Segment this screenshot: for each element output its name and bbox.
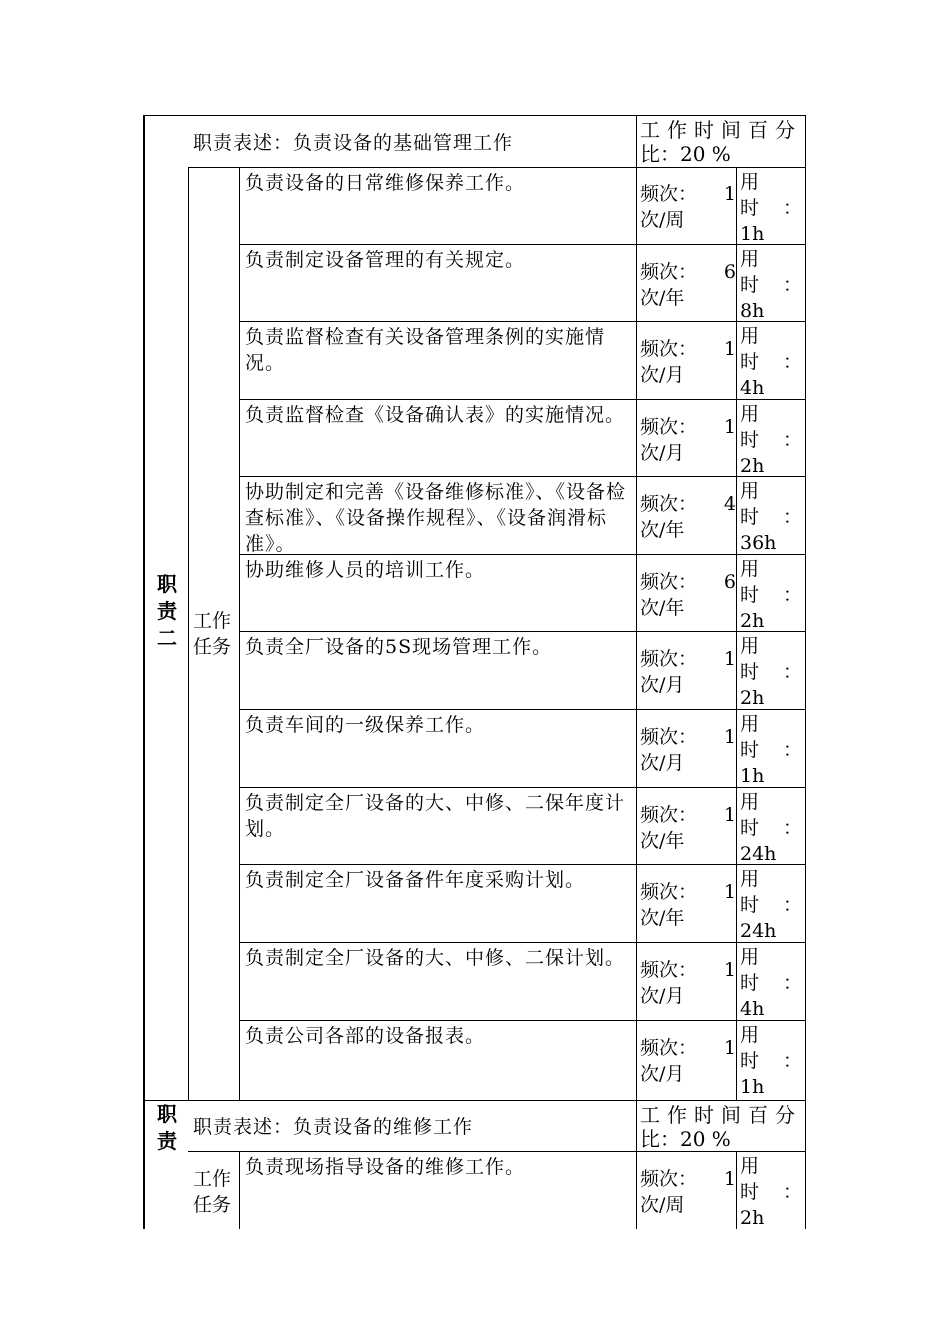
freq-num: 1: [723, 881, 736, 903]
task-text: 协助维修人员的培训工作。: [245, 559, 486, 581]
section2-percent: [640, 118, 805, 166]
freq-prefix: 频次：: [640, 881, 698, 903]
dur-label: 用: [740, 713, 760, 735]
freq-num: 1: [723, 338, 736, 360]
section3-desc: 职责表述：负责设备的维修工作: [193, 1116, 474, 1138]
dur-colon: ：: [782, 584, 802, 606]
task-frequency: [640, 879, 736, 931]
dur-value: 8h: [740, 300, 765, 322]
dur-label: 时: [740, 351, 760, 373]
task-col-left: [239, 1151, 240, 1229]
freq-prefix: 频次：: [640, 261, 698, 283]
section3-label: [154, 1101, 180, 1155]
task-text: 负责制定全厂设备备件年度采购计划。: [245, 869, 586, 891]
dur-value: 24h: [740, 920, 777, 942]
freq-unit: 次/月: [640, 364, 685, 386]
task-duration: [740, 169, 802, 247]
row-sep: [239, 787, 806, 788]
dur-label: 时: [740, 972, 760, 994]
dur-value: 2h: [740, 455, 765, 477]
section2-group-label: [193, 608, 231, 660]
row-sep: [239, 321, 806, 322]
dur-colon: ：: [782, 972, 802, 994]
task-text: 负责制定全厂设备的大、中修、二保年度计划。: [245, 792, 626, 840]
dur-value: 36h: [740, 532, 777, 554]
dur-label: 用: [740, 868, 760, 890]
task-frequency: [640, 724, 736, 776]
section2-label: [154, 571, 180, 652]
freq-prefix: 频次：: [640, 959, 698, 981]
dur-label: 用: [740, 1024, 760, 1046]
section3-group-label: [193, 1166, 231, 1218]
freq-num: 1: [723, 959, 736, 981]
freq-unit: 次/周: [640, 209, 685, 231]
dur-label: 时: [740, 429, 760, 451]
freq-num: 6: [723, 571, 736, 593]
group-label-line: 工作: [193, 610, 232, 632]
dur-value: 2h: [740, 1207, 765, 1229]
desc-row-bottom: [188, 1151, 806, 1152]
freq-num: 1: [723, 416, 736, 438]
task-frequency: [640, 259, 736, 311]
task-text: 负责设备的日常维修保养工作。: [245, 172, 526, 194]
task-text: 负责监督检查有关设备管理条例的实施情况。: [245, 326, 606, 374]
dur-value: 4h: [740, 998, 765, 1020]
task-duration: [740, 246, 802, 324]
dur-colon: ：: [782, 429, 802, 451]
freq-unit: 次/年: [640, 830, 685, 852]
row-sep: [239, 942, 806, 943]
task-duration: [740, 1153, 802, 1231]
dur-value: 1h: [740, 1076, 765, 1098]
dur-label: 时: [740, 894, 760, 916]
row-sep: [239, 244, 806, 245]
dur-label: 用: [740, 791, 760, 813]
dur-value: 1h: [740, 223, 765, 245]
dur-colon: ：: [782, 1181, 802, 1203]
freq-num: 6: [723, 261, 736, 283]
dur-label: 时: [740, 584, 760, 606]
section2-desc: 职责表述：负责设备的基础管理工作: [193, 132, 514, 154]
freq-prefix: 频次：: [640, 1168, 698, 1190]
dur-colon: ：: [782, 817, 802, 839]
freq-num: 1: [723, 648, 736, 670]
label-char: 职: [157, 572, 177, 596]
dur-label: 时: [740, 817, 760, 839]
task-frequency: [640, 957, 736, 1009]
task-text: 负责制定设备管理的有关规定。: [245, 249, 526, 271]
task-duration: [740, 711, 802, 789]
task-duration: [740, 478, 802, 556]
dur-label: 用: [740, 248, 760, 270]
task-frequency: [640, 336, 736, 388]
task-frequency: [640, 414, 736, 466]
task-duration: [740, 633, 802, 711]
dur-label: 用: [740, 480, 760, 502]
task-frequency: [640, 491, 736, 543]
freq-prefix: 频次：: [640, 726, 698, 748]
task-frequency: [640, 1035, 736, 1087]
dur-colon: ：: [782, 197, 802, 219]
freq-num: 4: [723, 493, 736, 515]
freq-prefix: 频次：: [640, 493, 698, 515]
task-text: 负责监督检查《设备确认表》的实施情况。: [245, 404, 626, 426]
task-frequency: [640, 1166, 736, 1218]
table-right-border: [805, 115, 806, 1229]
dur-label: 时: [740, 661, 760, 683]
task-duration: [740, 1022, 802, 1100]
task-duration: [740, 866, 802, 944]
dur-label: 用: [740, 325, 760, 347]
freq-unit: 次/年: [640, 907, 685, 929]
dur-colon: ：: [782, 506, 802, 528]
section3-percent: [640, 1103, 805, 1151]
task-text: 负责制定全厂设备的大、中修、二保计划。: [245, 947, 626, 969]
table-top-border: [143, 115, 806, 116]
dur-colon: ：: [782, 661, 802, 683]
freq-unit: 次/月: [640, 442, 685, 464]
freq-unit: 次/月: [640, 985, 685, 1007]
freq-prefix: 频次：: [640, 416, 698, 438]
dur-col-left: [736, 167, 737, 1101]
dur-value: 1h: [740, 765, 765, 787]
percent-line: 比：20 %: [640, 1127, 731, 1151]
dur-label: 时: [740, 739, 760, 761]
dur-colon: ：: [782, 274, 802, 296]
row-sep: [239, 476, 806, 477]
freq-num: 1: [723, 1037, 736, 1059]
task-duration: [740, 401, 802, 479]
freq-unit: 次/年: [640, 287, 685, 309]
freq-unit: 次/周: [640, 1194, 685, 1216]
freq-num: 1: [723, 726, 736, 748]
section2-bottom: [143, 1100, 806, 1101]
freq-unit: 次/年: [640, 519, 685, 541]
dur-label: 用: [740, 635, 760, 657]
freq-unit: 次/月: [640, 1063, 685, 1085]
task-duration: [740, 789, 802, 867]
task-duration: [740, 944, 802, 1022]
dur-label: 时: [740, 274, 760, 296]
task-frequency: [640, 181, 736, 233]
label-char: 责: [157, 1129, 177, 1153]
dur-label: 用: [740, 171, 760, 193]
dur-label: 用: [740, 403, 760, 425]
task-duration: [740, 556, 802, 634]
freq-prefix: 频次：: [640, 1037, 698, 1059]
dur-label: 用: [740, 1155, 760, 1177]
dur-label: 时: [740, 1050, 760, 1072]
dur-col-left: [736, 1151, 737, 1229]
dur-value: 2h: [740, 610, 765, 632]
freq-unit: 次/年: [640, 597, 685, 619]
percent-line: 工作时间百分: [640, 1103, 802, 1127]
group-col-left: [188, 167, 189, 1101]
row-sep: [239, 631, 806, 632]
freq-unit: 次/月: [640, 752, 685, 774]
dur-colon: ：: [782, 1050, 802, 1072]
freq-prefix: 频次：: [640, 804, 698, 826]
label-char: 职: [157, 1102, 177, 1126]
row-sep: [239, 864, 806, 865]
freq-prefix: 频次：: [640, 571, 698, 593]
task-frequency: [640, 802, 736, 854]
freq-num: 1: [723, 183, 736, 205]
task-frequency: [640, 569, 736, 621]
task-col-left: [239, 167, 240, 1101]
task-frequency: [640, 646, 736, 698]
row-sep: [239, 399, 806, 400]
freq-num: 1: [723, 804, 736, 826]
dur-colon: ：: [782, 351, 802, 373]
dur-colon: ：: [782, 739, 802, 761]
dur-label: 时: [740, 1181, 760, 1203]
dur-value: 24h: [740, 843, 777, 865]
percent-line: 比：20 %: [640, 142, 731, 166]
freq-prefix: 频次：: [640, 338, 698, 360]
dur-label: 时: [740, 506, 760, 528]
freq-prefix: 频次：: [640, 183, 698, 205]
dur-value: 4h: [740, 377, 765, 399]
task-text: 负责全厂设备的5S现场管理工作。: [245, 636, 553, 658]
dur-value: 2h: [740, 687, 765, 709]
label-char: 责: [157, 599, 177, 623]
dur-label: 用: [740, 558, 760, 580]
row-sep: [239, 1020, 806, 1021]
task-text: 负责现场指导设备的维修工作。: [245, 1156, 526, 1178]
task-text: 负责公司各部的设备报表。: [245, 1025, 486, 1047]
percent-line: 工作时间百分: [640, 118, 802, 142]
table-left-border: [143, 115, 145, 1229]
task-duration: [740, 323, 802, 401]
dur-label: 时: [740, 197, 760, 219]
group-label-line: 工作: [193, 1168, 232, 1190]
freq-prefix: 频次：: [640, 648, 698, 670]
desc-row-bottom: [188, 167, 806, 168]
task-text: 负责车间的一级保养工作。: [245, 714, 486, 736]
freq-unit: 次/月: [640, 674, 685, 696]
group-label-line: 任务: [193, 1194, 232, 1216]
group-label-line: 任务: [193, 636, 232, 658]
label-char: 二: [157, 626, 177, 650]
dur-label: 用: [740, 946, 760, 968]
dur-colon: ：: [782, 894, 802, 916]
row-sep: [239, 709, 806, 710]
freq-num: 1: [723, 1168, 736, 1190]
task-text: 协助制定和完善《设备维修标准》、《设备检查标准》、《设备操作规程》、《设备润滑标准》。: [245, 481, 627, 555]
